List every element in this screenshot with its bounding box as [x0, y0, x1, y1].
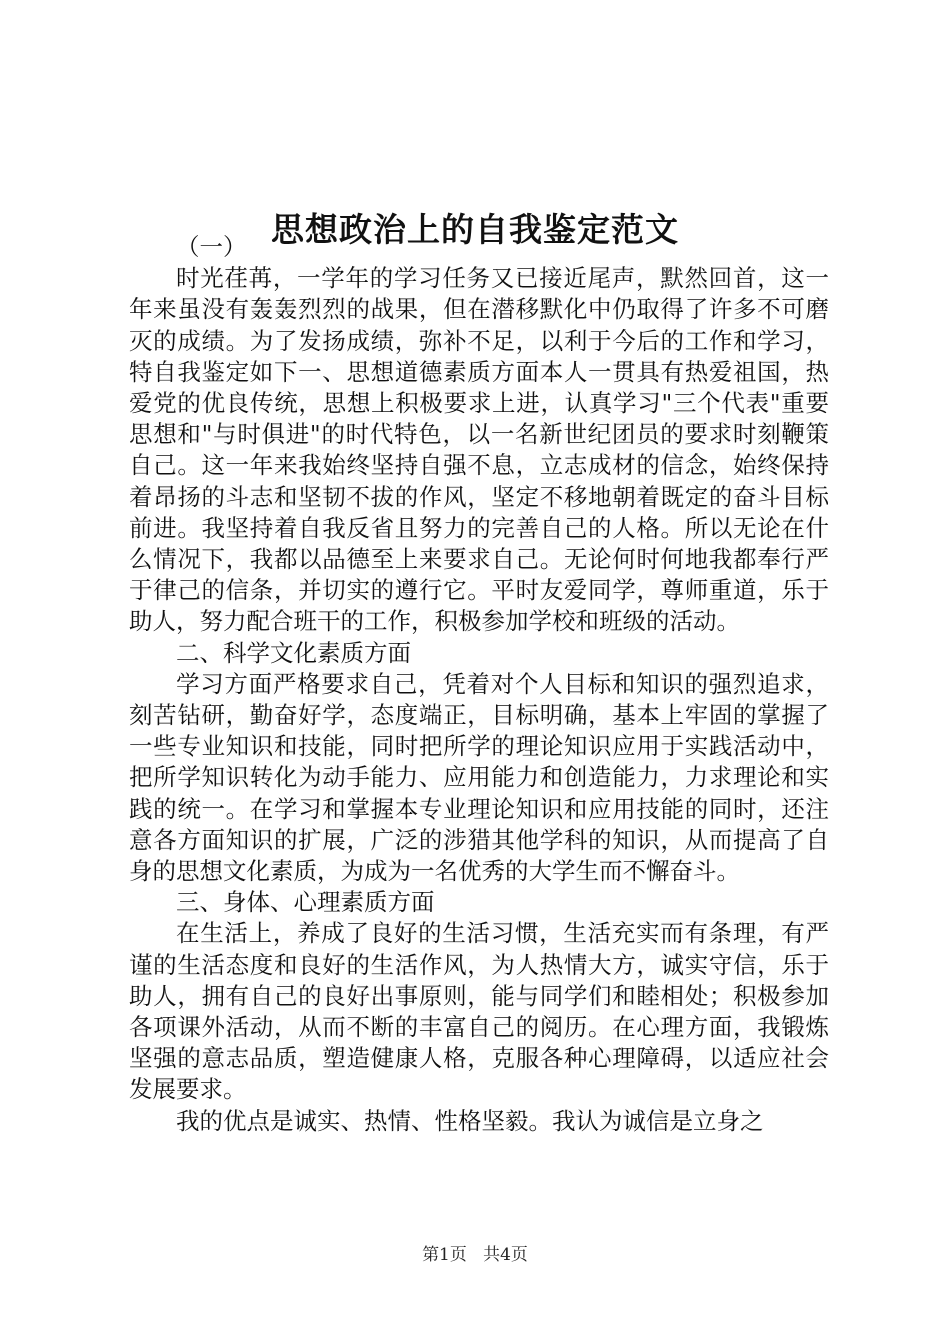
paragraph-life: 在生活上，养成了良好的生活习惯，生活充实而有条理，有严谨的生活态度和良好的生活作风，为人热情大方，诚实守信，乐于助人，拥有自己的良好出事原则，能与同学们和睦相处；积极参加各项课外活动，从而不断的丰富自己的阅历。在心理方面，我锻炼坚强的意志品质，塑造健康人格，克服各种心理障碍，以适应社会发展要求。 — [129, 919, 829, 1104]
section-marker: （一） — [176, 233, 247, 261]
paragraph-study: 学习方面严格要求自己，凭着对个人目标和知识的强烈追求，刻苦钻研，勤奋好学，态度端正，目标明确，基本上牢固的掌握了一些专业知识和技能，同时把所学的理论知识应用于实践活动中，把所学知识转化为动手能力、应用能力和创造能力，力求理论和实践的统一。在学习和掌握本专业理论知识和应用技能的同时，还注意各方面知识的扩展，广泛的涉猎其他学科的知识，从而提高了自身的思想文化素质，为成为一名优秀的大学生而不懈奋斗。 — [129, 669, 829, 886]
page-total: 共4页 — [483, 1245, 528, 1265]
section-heading-science-culture: 二、科学文化素质方面 — [176, 638, 411, 667]
document-title: 思想政治上的自我鉴定范文 — [271, 210, 679, 250]
section-heading-body-mind: 三、身体、心理素质方面 — [176, 888, 435, 917]
page-footer — [0, 1243, 950, 1267]
page-number: 第1页 — [422, 1245, 467, 1265]
page-separator — [472, 1245, 477, 1265]
document-body — [129, 232, 829, 1137]
paragraph-intro-ideology: 时光荏苒，一学年的学习任务又已接近尾声，默然回首，这一年来虽没有轰轰烈烈的战果，但在潜移默化中仍取得了许多不可磨灭的成绩。为了发扬成绩，弥补不足，以利于今后的工作和学习，特自我鉴定如下一、思想道德素质方面本人一贯具有热爱祖国，热爱党的优良传统，思想上积极要求上进，认真学习"三个代表"重要思想和"与时俱进"的时代特色，以一名新世纪团员的要求时刻鞭策自己。这一年来我始终坚持自强不息，立志成材的信念，始终保持着昂扬的斗志和坚韧不拔的作风，坚定不移地朝着既定的奋斗目标前进。我坚持着自我反省且努力的完善自己的人格。所以无论在什么情况下，我都以品德至上来要求自己。无论何时何地我都奉行严于律己的信条，并切实的遵行它。平时友爱同学，尊师重道，乐于助人，努力配合班干的工作，积极参加学校和班级的活动。 — [129, 264, 829, 636]
paragraph-strengths: 我的优点是诚实、热情、性格坚毅。我认为诚信是立身之 — [176, 1106, 764, 1135]
